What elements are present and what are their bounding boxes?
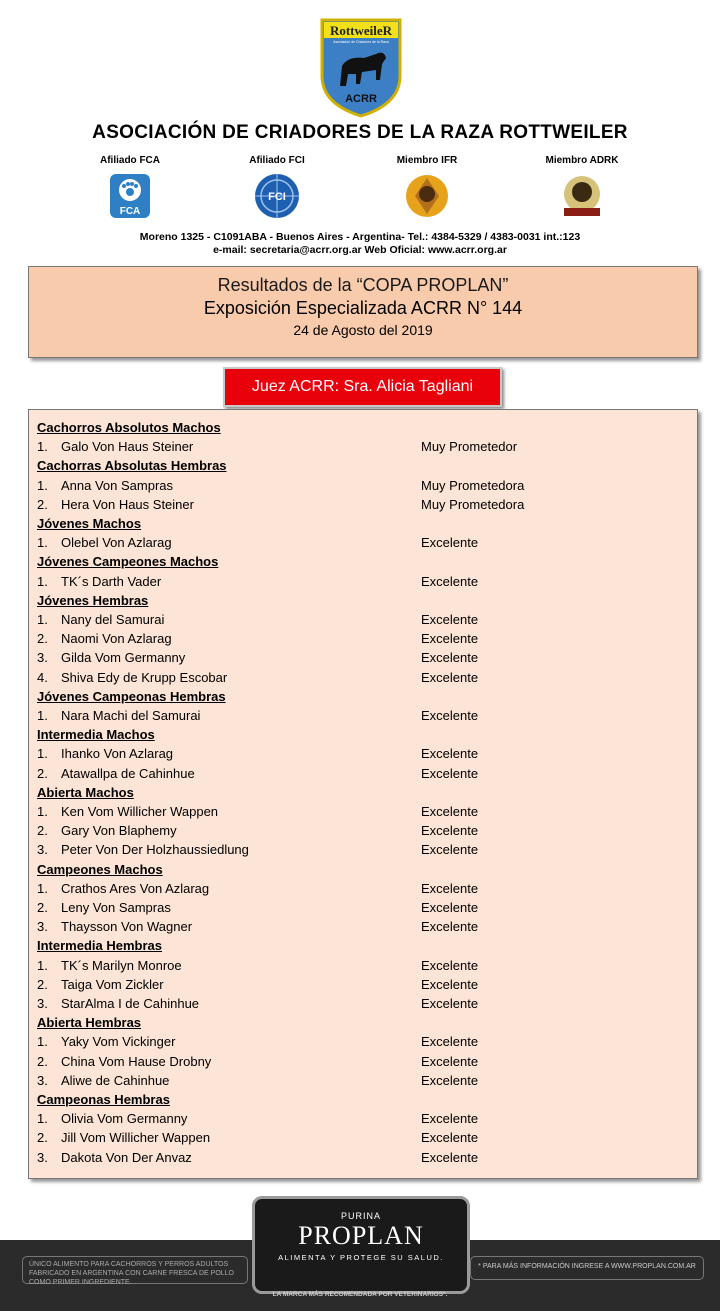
dog-name: Crathos Ares Von Azlarag	[61, 880, 210, 896]
category-heading: Intermedia Hembras	[37, 938, 162, 954]
dog-name: Dakota Von Der Anvaz	[61, 1149, 192, 1165]
dog-name: Ihanko Von Azlarag	[61, 746, 174, 762]
footer-info-link: * PARA MÁS INFORMACIÓN INGRESE A WWW.PROPLAN.COM.AR	[470, 1256, 704, 1280]
dog-name: Atawallpa de Cahinhue	[61, 765, 195, 781]
svg-text:FCI: FCI	[268, 191, 286, 203]
svg-text:RottweileR: RottweileR	[329, 23, 393, 38]
event-date: 24 de Agosto del 2019	[293, 322, 433, 338]
dog-name: TK´s Darth Vader	[61, 573, 162, 589]
dog-name: Yaky Vom Vickinger	[61, 1034, 176, 1050]
qualification: Excelente	[421, 765, 479, 781]
organization-name: ASOCIACIÓN DE CRIADORES DE LA RAZA ROTTWEILER	[92, 122, 628, 143]
qualification: Excelente	[421, 1130, 479, 1146]
qualification: Excelente	[421, 746, 479, 762]
dog-name: Nany del Samurai	[61, 612, 165, 627]
address-line: Moreno 1325 - C1091ABA - Buenos Aires - Argentina- Tel.: 4384-5329 / 4383-0031 int.:123	[139, 231, 581, 243]
qualification: Excelente	[421, 669, 479, 685]
fci-logo-icon	[253, 172, 301, 220]
purina-label: PURINA	[340, 1211, 381, 1221]
category-heading: Campeones Machos	[37, 861, 163, 877]
dog-name: Aliwe de Cahinhue	[61, 1072, 170, 1088]
category-heading: Cachorros Absolutos Machos	[37, 420, 221, 435]
qualification: Muy Prometedora	[421, 477, 525, 493]
judge-badge: Juez ACRR: Sra. Alicia Tagliani	[223, 367, 502, 407]
qualification: Excelente	[421, 842, 479, 858]
placement-number: 1.	[37, 1111, 48, 1127]
result-row	[29, 975, 689, 994]
result-row	[29, 495, 689, 514]
result-row	[29, 898, 689, 917]
category-heading: Cachorras Absolutas Hembras	[37, 458, 227, 474]
result-row	[29, 744, 689, 763]
results-box	[28, 409, 698, 1179]
qualification: Excelente	[421, 996, 479, 1011]
result-row	[29, 668, 689, 687]
footer-bottom-text: LA MARCA MÁS RECOMENDADA POR VETERINARIOS*.	[272, 1291, 448, 1298]
affiliation-label: Afiliado FCA	[100, 155, 160, 166]
placement-number: 1.	[37, 880, 48, 896]
email-web-line: e-mail: secretaria@acrr.org.ar Web Oficial: www.acrr.org.ar	[213, 244, 507, 256]
qualification: Excelente	[421, 919, 479, 935]
dog-name: Gary Von Blaphemy	[61, 823, 177, 839]
qualification: Excelente	[421, 1053, 479, 1069]
affiliation-fci	[217, 155, 337, 220]
ifr-logo-icon	[403, 172, 451, 220]
svg-text:Asociación de Criadores de la: Asociación de Criadores de la Raza	[333, 40, 389, 44]
affiliation-adrk	[522, 155, 642, 220]
placement-number: 1.	[37, 1034, 48, 1050]
qualification: Excelente	[421, 880, 479, 896]
affiliation-label: Miembro IFR	[396, 155, 458, 166]
result-row	[29, 1128, 689, 1147]
placement-number: 3.	[37, 1149, 48, 1165]
dog-name: StarAlma I de Cahinhue	[61, 996, 200, 1011]
result-row	[29, 476, 689, 495]
dog-name: Naomi Von Azlarag	[61, 631, 172, 647]
placement-number: 3.	[37, 996, 48, 1011]
placement-number: 1.	[37, 573, 48, 589]
result-row	[29, 706, 689, 725]
dog-name: Gilda Vom Germanny	[61, 650, 186, 666]
dog-name: Ken Vom Willicher Wappen	[61, 804, 219, 819]
dog-name: China Vom Hause Drobny	[61, 1053, 212, 1069]
qualification: Excelente	[421, 631, 479, 647]
category-heading: Jóvenes Campeonas Hembras	[37, 688, 226, 704]
qualification: Muy Prometedor	[421, 439, 518, 455]
result-row	[29, 1148, 689, 1167]
placement-number: 1.	[37, 708, 48, 723]
result-row	[29, 572, 689, 591]
dog-name: Olivia Vom Germanny	[61, 1111, 188, 1127]
qualification: Excelente	[421, 573, 479, 589]
placement-number: 1.	[37, 957, 48, 973]
proplan-tagline: ALIMENTA Y PROTEGE SU SALUD.	[278, 1253, 444, 1262]
category-heading: Campeonas Hembras	[37, 1092, 170, 1107]
dog-name: Shiva Edy de Krupp Escobar	[61, 669, 228, 685]
qualification: Excelente	[421, 1149, 479, 1165]
result-row	[29, 821, 689, 840]
result-row	[29, 629, 689, 648]
placement-number: 2.	[37, 976, 48, 992]
result-row	[29, 437, 689, 456]
result-row	[29, 879, 689, 898]
title-box	[28, 266, 698, 358]
category-heading: Intermedia Machos	[37, 727, 155, 743]
placement-number: 1.	[37, 477, 48, 493]
category-heading: Abierta Machos	[37, 784, 134, 800]
result-row	[29, 994, 689, 1013]
result-row	[29, 610, 689, 629]
qualification: Excelente	[421, 708, 479, 723]
placement-number: 3.	[37, 1072, 48, 1088]
qualification: Excelente	[421, 650, 479, 666]
dog-name: Anna Von Sampras	[61, 477, 174, 493]
result-row	[29, 1109, 689, 1128]
dog-name: Thaysson Von Wagner	[61, 919, 193, 935]
results-title: Resultados de la “COPA PROPLAN”	[217, 275, 509, 295]
dog-name: Nara Machi del Samurai	[61, 708, 201, 723]
category-heading: Abierta Hembras	[37, 1015, 142, 1031]
qualification: Excelente	[421, 900, 479, 915]
result-row	[29, 764, 689, 783]
qualification: Excelente	[421, 976, 479, 992]
result-row	[29, 533, 689, 552]
placement-number: 2.	[37, 496, 48, 512]
affiliation-fca	[70, 155, 190, 220]
placement-number: 3.	[37, 650, 48, 666]
footer-disclaimer: ÚNICO ALIMENTO PARA CACHORROS Y PERROS ADULTOS FABRICADO EN ARGENTINA CON CARNE FRESCA DE POLLO COMO PRIMER INGREDIENTE.	[22, 1256, 248, 1284]
qualification: Excelente	[421, 823, 479, 839]
affiliation-label: Afiliado FCI	[249, 155, 305, 166]
placement-number: 1.	[37, 804, 48, 819]
placement-number: 2.	[37, 900, 48, 915]
dog-name: Leny Von Sampras	[61, 900, 171, 915]
result-row	[29, 956, 689, 975]
placement-number: 1.	[37, 535, 48, 551]
placement-number: 2.	[37, 1130, 48, 1146]
affiliation-ifr	[367, 155, 487, 220]
result-row	[29, 1071, 689, 1090]
result-row	[29, 917, 689, 936]
category-heading: Jóvenes Machos	[37, 516, 142, 531]
qualification: Excelente	[421, 1034, 479, 1050]
dog-name: Peter Von Der Holzhaussiedlung	[61, 842, 249, 858]
category-heading: Jóvenes Hembras	[37, 592, 149, 608]
dog-name: Olebel Von Azlarag	[61, 535, 172, 551]
placement-number: 1.	[37, 439, 48, 455]
svg-text:FCA: FCA	[119, 206, 141, 217]
placement-number: 1.	[37, 746, 48, 762]
dog-name: Taiga Vom Zickler	[61, 976, 164, 992]
qualification: Excelente	[421, 1072, 479, 1088]
qualification: Excelente	[421, 957, 479, 973]
result-row	[29, 802, 689, 821]
dog-name: TK´s Marilyn Monroe	[61, 957, 182, 973]
affiliation-label: Miembro ADRK	[545, 155, 619, 166]
result-row	[29, 840, 689, 859]
dog-name: Jill Vom Willicher Wappen	[61, 1130, 211, 1146]
qualification: Excelente	[421, 804, 479, 819]
placement-number: 1.	[37, 612, 48, 627]
qualification: Excelente	[421, 1111, 479, 1127]
category-heading: Jóvenes Campeones Machos	[37, 554, 219, 570]
dog-name: Galo Von Haus Steiner	[61, 439, 194, 455]
qualification: Excelente	[421, 612, 479, 627]
fca-logo-icon	[106, 172, 154, 220]
placement-number: 4.	[37, 669, 48, 685]
result-row	[29, 1032, 689, 1051]
proplan-logo	[252, 1196, 470, 1294]
placement-number: 2.	[37, 765, 48, 781]
qualification: Muy Prometedora	[421, 496, 525, 512]
placement-number: 2.	[37, 823, 48, 839]
dog-name: Hera Von Haus Steiner	[61, 496, 194, 512]
svg-text:ACRR: ACRR	[345, 93, 377, 105]
placement-number: 2.	[37, 631, 48, 647]
placement-number: 3.	[37, 842, 48, 858]
placement-number: 2.	[37, 1053, 48, 1069]
exhibition-title: Exposición Especializada ACRR N° 144	[203, 298, 523, 318]
placement-number: 3.	[37, 919, 48, 935]
acrr-logo	[318, 14, 404, 118]
adrk-logo-icon	[558, 172, 606, 220]
proplan-brand: PROPLAN	[298, 1221, 424, 1250]
result-row	[29, 648, 689, 667]
qualification: Excelente	[421, 535, 479, 551]
result-row	[29, 1052, 689, 1071]
